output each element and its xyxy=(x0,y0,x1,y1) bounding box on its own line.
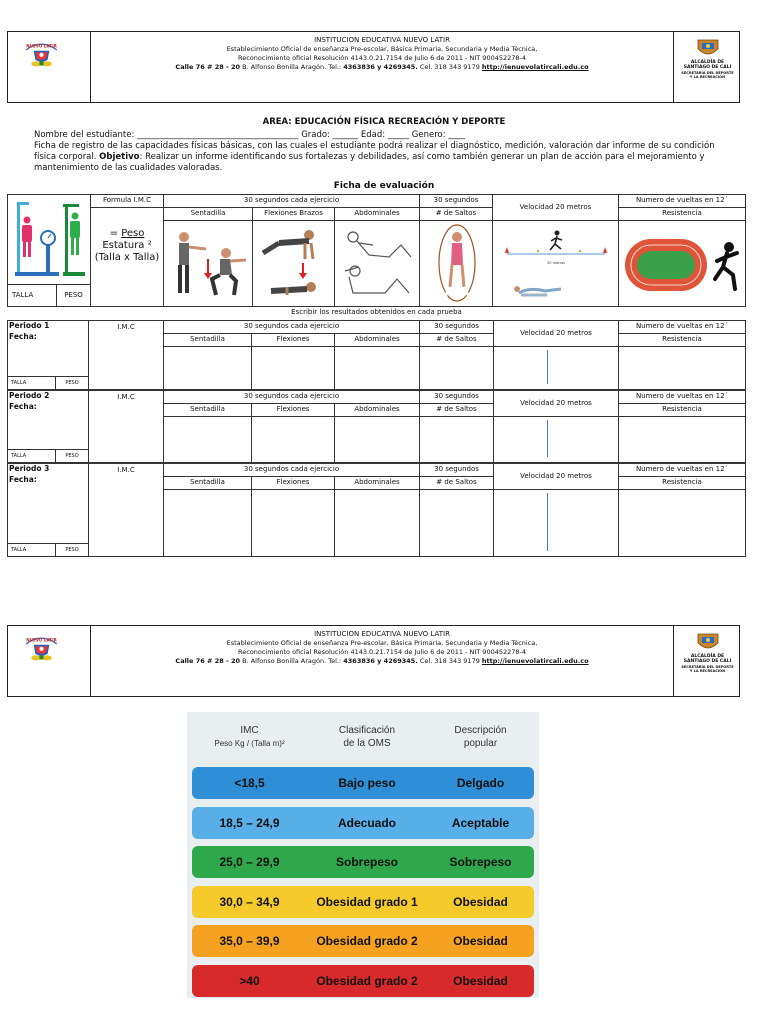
popular-description: Delgado xyxy=(456,776,505,790)
period-resistencia-header: Resistencia xyxy=(618,403,746,417)
period-sentadilla-input[interactable] xyxy=(163,416,252,463)
velocidad-header: Velocidad 20 metros xyxy=(492,194,619,221)
period-sentadilla-header: Sentadilla xyxy=(163,476,252,490)
period-imc-cell: I.M.C xyxy=(88,320,164,390)
thirty-header: 30 segundos xyxy=(419,194,493,208)
header-line-2: Reconocimiento oficial Resolución 4143.0.21.7154 de Julio 6 de 2011 - NIT 900452278-4 xyxy=(237,648,527,656)
period-vueltas-header: Numero de vueltas en 12´ xyxy=(618,320,746,334)
pushup-icon xyxy=(257,225,332,303)
school-logo xyxy=(19,634,64,662)
oms-classification: Obesidad grado 2 xyxy=(316,934,418,948)
period-velocidad-input[interactable] xyxy=(493,489,619,557)
imc-range: 35,0 – 39,9 xyxy=(219,934,280,948)
period-talla-field: TALLA xyxy=(7,449,56,463)
svg-text:20 metros: 20 metros xyxy=(547,261,565,265)
ficha-title: Ficha de evaluación xyxy=(333,181,435,191)
jump-rope-icon xyxy=(432,223,482,305)
period-flexiones-input[interactable] xyxy=(251,489,335,557)
period-thirty-sec-header: 30 segundos cada ejercicio xyxy=(163,390,420,404)
oms-classification: Adecuado xyxy=(337,815,396,830)
imc-column-header: IMC Peso Kg / (Talla m)² xyxy=(214,725,285,748)
period-talla-field: TALLA xyxy=(7,376,56,390)
header-address-line: Calle 76 # 28 - 20 B. Alfonso Bonilla Aragón. Tel.: 4363836 y 4269345. Cel. 318 343 9179 http://ienuevolatircali.edu.co xyxy=(175,657,589,665)
period-sentadilla-header: Sentadilla xyxy=(163,333,252,347)
period-saltos-header: # de Saltos xyxy=(419,403,494,417)
school-website-link[interactable]: http://ienuevolatircali.edu.co xyxy=(481,657,589,665)
saltos-header: # de Saltos xyxy=(419,207,493,221)
track-runner-icon xyxy=(623,235,745,295)
logo-text: NUEVO LATIR xyxy=(26,43,57,49)
period-abdominales-header: Abdominales xyxy=(334,333,420,347)
school-header-page-2 xyxy=(7,625,740,697)
period-date-label: Fecha: xyxy=(9,332,37,341)
squat-icon xyxy=(170,227,248,301)
logo-text: NUEVO LATIR xyxy=(26,637,57,643)
period-thirty-header: 30 segundos xyxy=(419,390,494,404)
situp-icon xyxy=(339,227,417,301)
institution-name: INSTITUCION EDUCATIVA NUEVO LATIR xyxy=(314,36,450,44)
popular-column-header: Descripción popular xyxy=(454,725,507,749)
period-saltos-input[interactable] xyxy=(419,416,494,463)
abdominales-header: Abdominales xyxy=(334,207,420,221)
description-line-3: mantenimiento de las cualidades valoradas. xyxy=(34,163,223,173)
period-vueltas-header: Numero de vueltas en 12´ xyxy=(618,463,746,477)
header-line-2: Reconocimiento oficial Resolución 4143.0.21.7154 de Julio 6 de 2011 - NIT 900452278-4 xyxy=(237,54,527,62)
imc-row xyxy=(192,925,534,957)
school-info xyxy=(91,626,674,696)
height-scale-icon xyxy=(13,200,89,280)
formula-denominator: Estatura ² (Talla x Talla) xyxy=(94,240,160,263)
period-resistencia-input[interactable] xyxy=(618,489,746,557)
talla-label: TALLA xyxy=(8,284,57,306)
period-saltos-input[interactable] xyxy=(419,346,494,390)
abdominales-illustration-cell xyxy=(334,220,420,307)
alcaldia-crest-cell: ALCALDÍA DE SANTIAGO DE CALI SECRETARÍA DEL DEPORTE Y LA RECREACIÓN xyxy=(674,626,741,696)
period-flexiones-header: Flexiones xyxy=(251,403,335,417)
student-line: Nombre del estudiante: ______________________________________ Grado: ______ Edad: _____ Genero: ____ xyxy=(34,130,466,140)
period-label: Periodo 3 xyxy=(9,464,50,473)
header-address-line: Calle 76 # 28 - 20 B. Alfonso Bonilla Aragón. Tel.: 4363836 y 4269345. Cel. 318 343 9179 http://ienuevolatircali.edu.co xyxy=(175,63,589,71)
period-thirty-header: 30 segundos xyxy=(419,463,494,477)
period-resistencia-header: Resistencia xyxy=(618,476,746,490)
period-flexiones-input[interactable] xyxy=(251,416,335,463)
resistencia-illustration-cell xyxy=(618,220,746,307)
period-label: Periodo 1 xyxy=(9,321,50,330)
period-peso-field: PESO xyxy=(55,543,89,557)
imc-range: 18,5 – 24,9 xyxy=(219,815,280,830)
period-imc-cell: I.M.C xyxy=(88,463,164,557)
period-peso-field: PESO xyxy=(55,449,89,463)
sentadilla-illustration-cell xyxy=(163,220,253,307)
period-resistencia-input[interactable] xyxy=(618,346,746,390)
period-thirty-sec-header: 30 segundos cada ejercicio xyxy=(163,320,420,334)
period-imc-cell: I.M.C xyxy=(88,390,164,463)
period-resistencia-input[interactable] xyxy=(618,416,746,463)
velocidad-divider-line xyxy=(547,420,548,457)
period-abdominales-input[interactable] xyxy=(334,346,420,390)
alcaldia-crest-cell: ALCALDÍA DE SANTIAGO DE CALI SECRETARÍA DEL DEPORTE Y LA RECREACIÓN xyxy=(674,32,741,102)
period-saltos-input[interactable] xyxy=(419,489,494,557)
popular-description: Obesidad xyxy=(453,973,508,988)
period-resistencia-header: Resistencia xyxy=(618,333,746,347)
flexiones-brazos-header: Flexiones Brazos xyxy=(252,207,335,221)
period-velocidad-input[interactable] xyxy=(493,416,619,463)
period-vueltas-header: Numero de vueltas en 12´ xyxy=(618,390,746,404)
institution-name: INSTITUCION EDUCATIVA NUEVO LATIR xyxy=(314,630,450,638)
imc-range: 30,0 – 34,9 xyxy=(219,894,280,909)
school-logo xyxy=(19,40,64,68)
period-peso-field: PESO xyxy=(55,376,89,390)
imc-row xyxy=(192,846,534,878)
period-flexiones-header: Flexiones xyxy=(251,476,335,490)
imc-range: 25,0 – 29,9 xyxy=(219,855,280,869)
oms-classification: Obesidad grado 2 xyxy=(316,973,418,988)
period-abdominales-input[interactable] xyxy=(334,489,420,557)
vueltas-header: Numero de vueltas en 12´ xyxy=(618,194,746,208)
period-velocidad-header: Velocidad 20 metros xyxy=(493,320,619,347)
school-info xyxy=(91,32,674,102)
sprint-icon xyxy=(499,229,614,301)
header-line-1: Establecimiento Oficial de enseñanza Pre-escolar, Básica Primaria, Secundaria y Media Técnica, xyxy=(226,639,538,647)
sentadilla-header: Sentadilla xyxy=(163,207,253,221)
formula-cell: = Peso Estatura ² (Talla x Talla) xyxy=(90,207,164,307)
oms-column-header: Clasificación de la OMS xyxy=(338,725,396,749)
velocidad-divider-line xyxy=(547,350,548,384)
scale-cell xyxy=(7,194,91,307)
resistencia-header: Resistencia xyxy=(618,207,746,221)
saltos-illustration-cell xyxy=(419,220,493,307)
thirty-seconds-header: 30 segundos cada ejercicio xyxy=(163,194,420,208)
period-label: Periodo 2 xyxy=(9,391,50,400)
period-thirty-sec-header: 30 segundos cada ejercicio xyxy=(163,463,420,477)
description-line-1: Ficha de registro de las capacidades físicas básicas, con las cuales el estudiante podrá realizar el diagnóstico, medición, valoración dar informe de su condición xyxy=(34,141,715,151)
alcaldia-crest xyxy=(696,38,720,58)
period-sentadilla-header: Sentadilla xyxy=(163,403,252,417)
period-date-label: Fecha: xyxy=(9,475,37,484)
imc-range: >40 xyxy=(239,973,260,988)
school-header xyxy=(7,31,740,103)
period-velocidad-header: Velocidad 20 metros xyxy=(493,390,619,417)
oms-classification: Sobrepeso xyxy=(335,855,398,869)
period-date-label: Fecha: xyxy=(9,402,37,411)
oms-classification: Bajo peso xyxy=(338,776,396,790)
period-abdominales-input[interactable] xyxy=(334,416,420,463)
oms-classification: Obesidad grado 1 xyxy=(316,894,418,909)
header-line-1: Establecimiento Oficial de enseñanza Pre-escolar, Básica Primaria, Secundaria y Media Técnica, xyxy=(226,45,538,53)
imc-row xyxy=(192,807,534,839)
imc-classification-table xyxy=(187,712,539,998)
flexiones-illustration-cell xyxy=(252,220,335,307)
period-saltos-header: # de Saltos xyxy=(419,333,494,347)
period-sentadilla-input[interactable] xyxy=(163,489,252,557)
period-sentadilla-input[interactable] xyxy=(163,346,252,390)
formula-peso: Peso xyxy=(121,228,145,239)
period-flexiones-input[interactable] xyxy=(251,346,335,390)
school-logo-cell xyxy=(8,626,91,696)
popular-description: Sobrepeso xyxy=(449,855,512,869)
popular-description: Obesidad xyxy=(453,894,508,909)
peso-label: PESO xyxy=(57,284,90,306)
period-saltos-header: # de Saltos xyxy=(419,476,494,490)
description-line-2: física corporal. Objetivo: Realizar un informe identificando sus fortalezas y debilidades, así como también generar un plan de acción para el mejoramiento y xyxy=(34,152,705,162)
objective-label: Objetivo xyxy=(99,152,140,162)
imc-range: <18,5 xyxy=(234,776,265,790)
velocidad-illustration-cell xyxy=(492,220,619,307)
period-abdominales-header: Abdominales xyxy=(334,476,420,490)
period-velocidad-header: Velocidad 20 metros xyxy=(493,463,619,490)
period-flexiones-header: Flexiones xyxy=(251,333,335,347)
school-logo-cell xyxy=(8,32,91,102)
period-velocidad-input[interactable] xyxy=(493,346,619,390)
popular-description: Obesidad xyxy=(453,934,508,948)
period-thirty-header: 30 segundos xyxy=(419,320,494,334)
velocidad-divider-line xyxy=(547,493,548,551)
alcaldia-crest xyxy=(696,632,720,652)
imc-row xyxy=(192,886,534,918)
school-website-link[interactable]: http://ienuevolatircali.edu.co xyxy=(481,63,589,71)
imc-row xyxy=(192,965,534,997)
period-abdominales-header: Abdominales xyxy=(334,403,420,417)
popular-description: Aceptable xyxy=(451,815,510,830)
area-title: AREA: EDUCACIÓN FÍSICA RECREACIÓN Y DEPORTE xyxy=(262,117,506,127)
imc-row xyxy=(192,767,534,799)
period-talla-field: TALLA xyxy=(7,543,56,557)
write-results-note: Escribir los resultados obtenidos en cada prueba xyxy=(291,308,462,316)
formula-header: Formula I.M.C xyxy=(90,194,164,208)
